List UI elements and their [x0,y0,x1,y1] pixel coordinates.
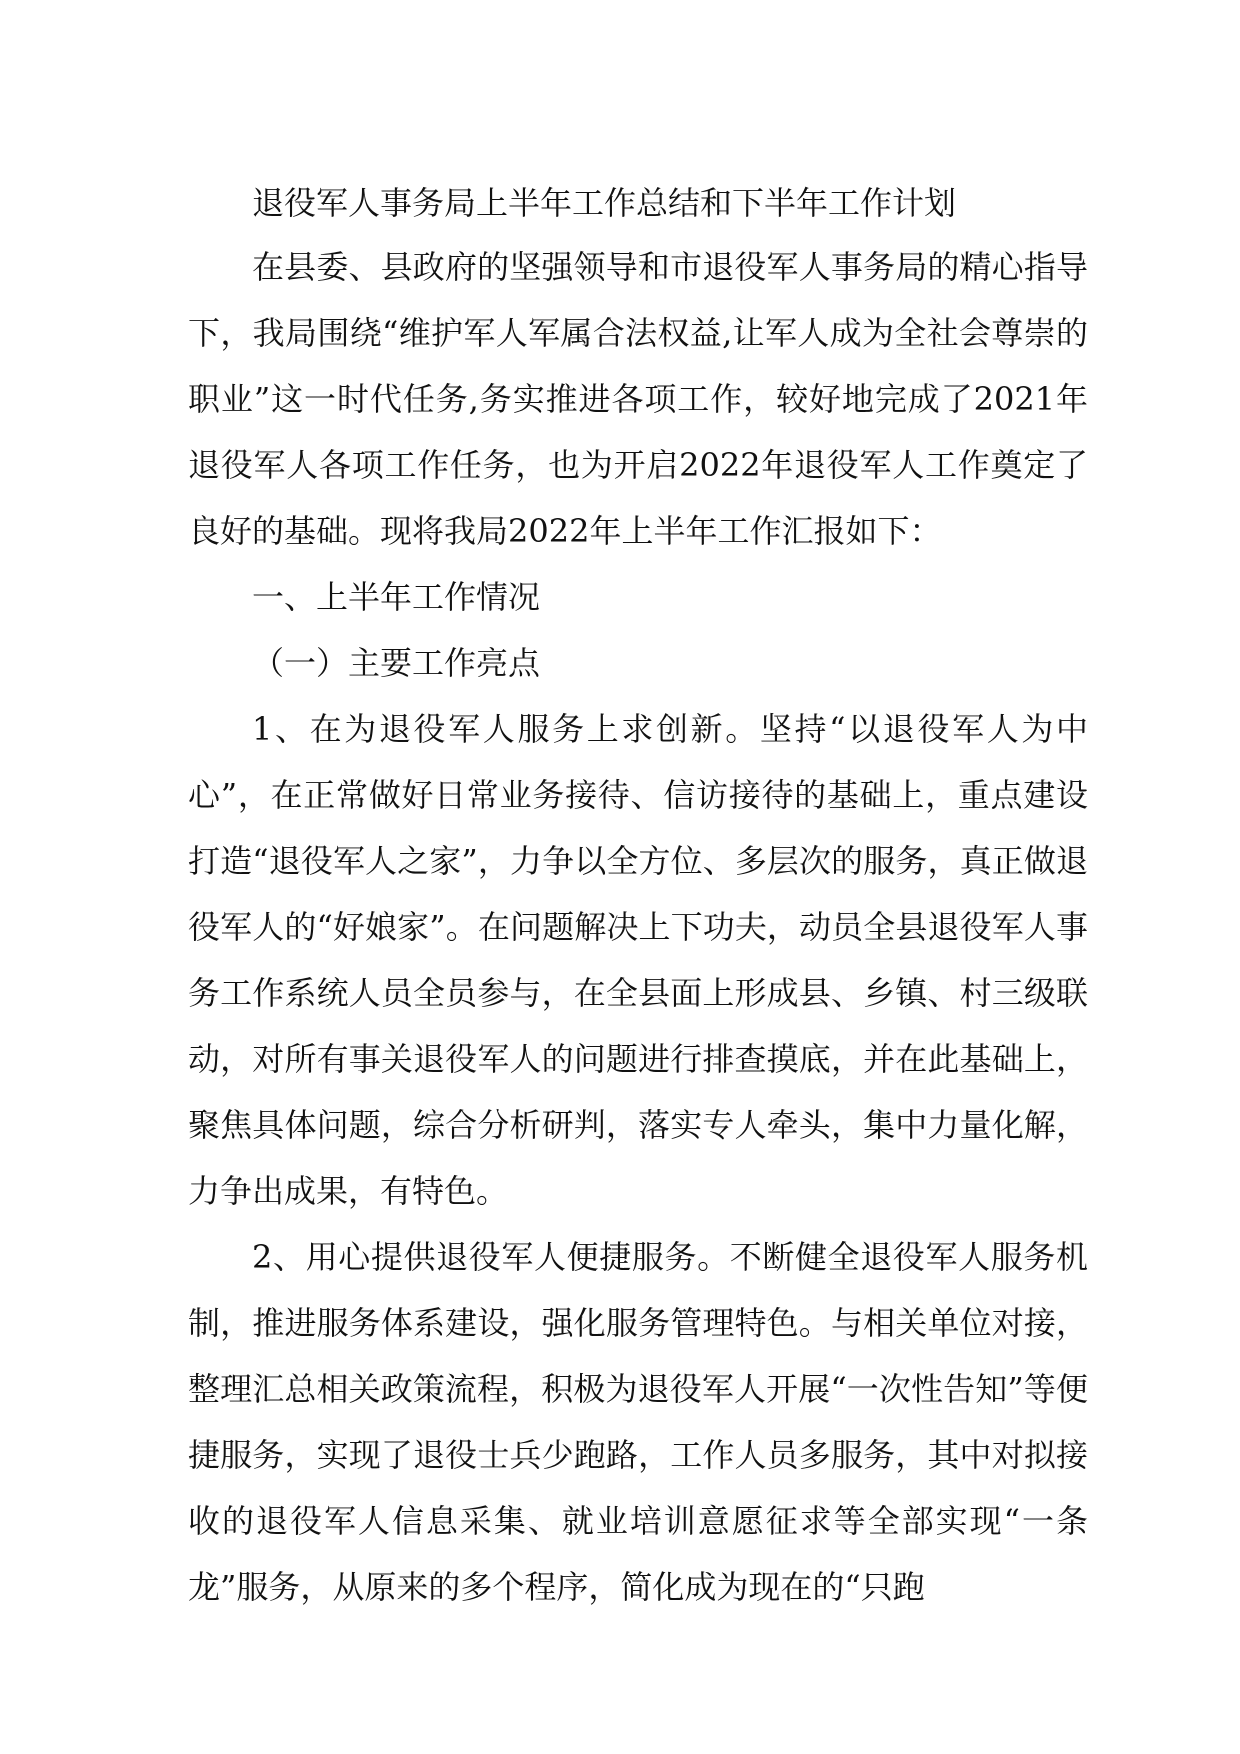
document-title: 退役军人事务局上半年工作总结和下半年工作计划 [252,184,957,222]
section-heading: 一、上半年工作情况 [252,578,541,616]
item-paragraph-1: 1、在为退役军人服务上求创新。坚持“以退役军人为中心”，在正常做好日常业务接待、信访接待的基础上，重点建设打造“退役军人之家”，力争以全方位、多层次的服务，真正做退役军人的“好娘家”。在问题解决上下功夫，动员全县退役军人事务工作系统人员全员参与，在全县面上形成县、乡镇、村三级联动，对所有事关退役军人的问题进行排查摸底，并在此基础上，聚焦具体问题，综合分析研判，落实专人牵头，集中力量化解，力争出成果，有特色。 [188,710,1088,1210]
document-body [188,170,1088,1620]
intro-paragraph: 在县委、县政府的坚强领导和市退役军人事务局的精心指导下，我局围绕“维护军人军属合法权益,让军人成为全社会尊崇的职业”这一时代任务,务实推进各项工作，较好地完成了2021年退役军人各项工作任务，也为开启2022年退役军人工作奠定了良好的基础。现将我局2022年上半年工作汇报如下： [188,248,1088,550]
subsection-heading: （一）主要工作亮点 [252,644,541,682]
item-paragraph-2: 2、用心提供退役军人便捷服务。不断健全退役军人服务机制，推进服务体系建设，强化服务管理特色。与相关单位对接，整理汇总相关政策流程，积极为退役军人开展“一次性告知”等便捷服务，实现了退役士兵少跑路，工作人员多服务，其中对拟接收的退役军人信息采集、就业培训意愿征求等全部实现“一条龙”服务，从原来的多个程序，简化成为现在的“只跑 [188,1238,1088,1606]
